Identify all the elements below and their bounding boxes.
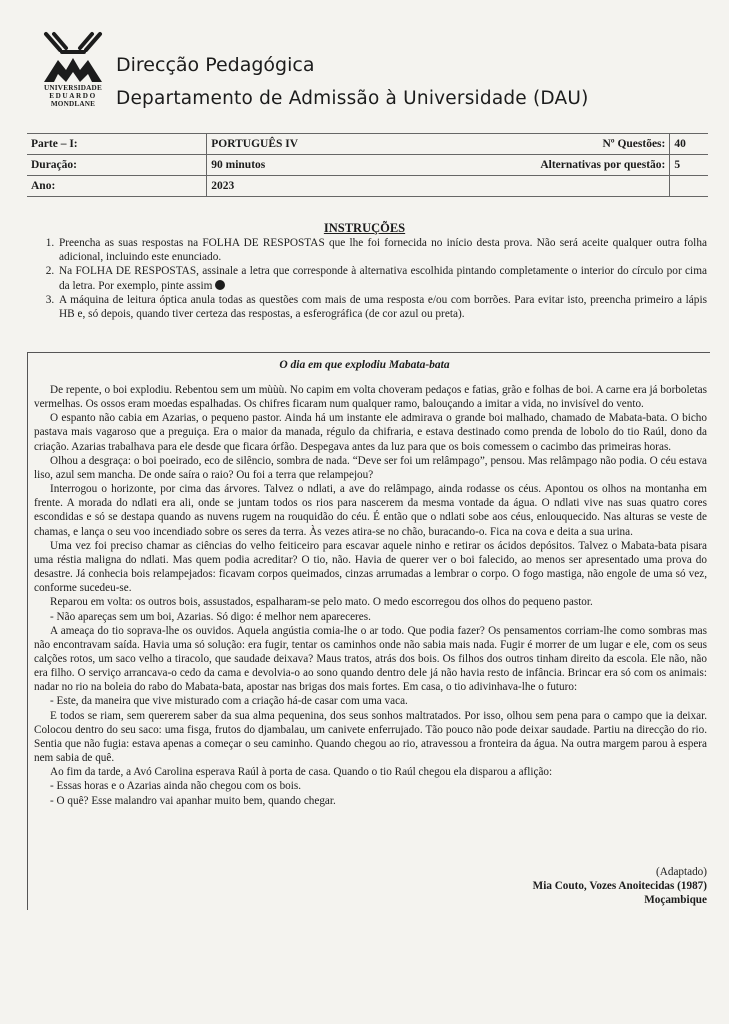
- story-dialogue: - Essas horas e o Azarias ainda não chegou com os bois.: [50, 780, 302, 793]
- story-paragraph: Ao fim da tarde, a Avó Carolina esperava Raúl à porta de casa. Quando o tio Raúl chegou ela disparou a aflição:: [50, 766, 553, 779]
- list-item: 1. Preencha as suas respostas na FOLHA DE RESPOSTAS que lhe foi fornecida no início desta prova. Não será aceite qualquer outra folha adicional, incluindo este enunciado.: [57, 236, 707, 264]
- story-paragraph: De repente, o boi explodiu. Rebentou sem um mùùù. No capim em volta choveram pedaços e fatias, grão e folhas de boi. A carne era já borboletas vermelhas. Os ossos eram moedas espalhadas. Os chifres ficaram num qualquer ramo, balouçando a imitar a vida, no invisível do vento.: [34, 384, 707, 411]
- story-text: [34, 383, 707, 808]
- story-paragraph: E todos se riam, sem quererem saber da sua alma pequenina, dos seus sonhos maltratados. Por isso, olhou sem pena para o campo que ia deixar. Colocou dentro do seu saco: uma fisga, frutos do djambalau, um canivete enferrujado. Tão pouco não pode deixar saudade. Partiu na direcção do rio. Sentia que não fugia: estava apenas a começar o seu caminho. Quando chegou ao rio, atravessou a fronteira da água. Na outra margem parou à espera nem sabia de quê.: [34, 709, 707, 765]
- story-dialogue: - Este, da maneira que vive misturado com a criação há-de casar com uma vaca.: [50, 695, 408, 708]
- page-subtitle: Departamento de Admissão à Universidade (DAU): [116, 88, 589, 109]
- university-name: UNIVERSIDADE EDUARDO MONDLANE: [44, 84, 102, 108]
- list-item: 2. Na FOLHA DE RESPOSTAS, assinale a letra que corresponde à alternativa escolhida pintando completamente o interior do círculo por cima da letra. Por exemplo, pinte assim: [57, 264, 707, 292]
- story-title: O dia em que explodiu Mabata-bata: [279, 359, 450, 371]
- info-label: Nº Questões:: [412, 134, 669, 155]
- list-item: 3. A máquina de leitura óptica anula todas as questões com mais de uma resposta e/ou com borrões. Para evitar isto, preencha primeiro a lápis HB e, só depois, quando tiver certeza das respostas, a esferográfica (de cor azul ou preta).: [57, 293, 707, 321]
- table-row: [27, 134, 708, 155]
- story-credit: [533, 865, 707, 908]
- info-value: 40: [670, 134, 708, 155]
- table-row: [27, 155, 708, 176]
- story-paragraph: Reparou em volta: os outros bois, assustados, espalharam-se pelo mato. O medo escorregou dos olhos do pequeno pastor.: [50, 596, 593, 609]
- page-title: Direcção Pedagógica: [116, 54, 315, 76]
- story-paragraph: Interrogou o horizonte, por cima das árvores. Talvez o ndlati, a ave do relâmpago, ainda rodasse os céus. Apontou os olhos na montanha em frente. A morada do ndlati era ali, onde se juntam todos os rios para nascerem da mesma vontade da água. O ndlati vive nas suas quatro cores escondidas e só se destapa quando as nuvens rugem na rouquidão do céu. É então que o ndlati sobe aos céus, enlouquecido. Nas alturas se veste de chamas, e lança o seu voo incendiado sobre os seres da terra. Às vezes atira-se no chão, buracando-o. Fica na cova e deita a sua urina.: [34, 483, 707, 538]
- info-label: Ano:: [27, 176, 207, 197]
- info-value: PORTUGUÊS IV: [207, 134, 413, 155]
- info-value: [670, 176, 708, 197]
- info-label: [412, 176, 669, 197]
- story-dialogue: - Não apareças sem um boi, Azarias. Só digo: é melhor nem apareceres.: [50, 610, 371, 623]
- table-row: [27, 176, 708, 197]
- info-value: 90 minutos: [207, 155, 413, 176]
- adapted-note: (Adaptado): [656, 866, 707, 878]
- info-label: Alternativas por questão:: [412, 155, 669, 176]
- story-dialogue: - O quê? Esse malandro vai apanhar muito bem, quando chegar.: [50, 794, 336, 807]
- story-paragraph: Olhou a desgraça: o boi poeirado, eco de silêncio, sombra de nada. “Deve ser foi um relâmpago”, pensou. Mas relâmpago não podia. O céu estava liso, azul sem mancha. De onde saíra o raio? Ou foi a terra que relampejou?: [34, 454, 707, 481]
- instructions-title: INSTRUÇÕES: [323, 221, 406, 235]
- story-paragraph: A ameaça do tio soprava-lhe os ouvidos. Aquela angústia comia-lhe o ar todo. Que podia fazer? Os pensamentos corriam-lhe como sombras mas não encontravam saída. Havia uma só solução: era fugir, tentar os caminhos onde não sabia mais nada. Fugir é morrer de um lugar e ele, com os seus calções rotos, um saco velho a tiracolo, que saudade deixava? Maus tratos, atrás dos bois. Os filhos dos outros tinham direito da escola. Ele não, não era filho. O serviço arrancava-o cedo da cama e devolvia-o ao sono quando dentro dele já não havia resto de infância. Brincar era só com os animais: nadar no rio na boleia do rabo do Mabata-bata, apostar nas brigas dos mais fortes. Em casa, o tio adivinhava-lhe o futuro:: [34, 624, 707, 694]
- story-paragraph: Uma vez foi preciso chamar as ciências do velho feiticeiro para escavar aquele ninho e retirar os ácidos depósitos. Talvez o Mabata-bata pisara uma réstia maligna do ndlati. Mas quem podia acreditar? O tio, não. Havia de querer ver o boi falecido, ao menos ser apresentado uma prova do desastre. Já conhecia bois relampejados: ficavam corpos queimados, cinzas arrumadas a lembrar o corpo. O fogo mastiga, não engole de uma só vez, conforme sucedeu-se.: [34, 539, 707, 595]
- info-label: Parte – I:: [27, 134, 207, 155]
- author-line: Mia Couto, Vozes Anoitecidas (1987): [532, 880, 707, 893]
- story-paragraph: O espanto não cabia em Azarias, o pequeno pastor. Ainda há um instante ele admirava o grande boi malhado, chamado de Mabata-bata. O bicho pastava mais vagaroso que a preguiça. Era o maior da manada, régulo da chifraria, e estava destinado como prenda de lobolo do tio Raúl, dono da criação. Azarias trabalhava para ele desde que ficara órfão. Despegava antes da luz para que os bois comessem o cacimbo das primeiras horas.: [34, 412, 707, 453]
- exam-info-table: [27, 133, 708, 197]
- instructions-list: [27, 236, 707, 321]
- country-line: Moçambique: [644, 894, 707, 907]
- university-logo-icon: [40, 30, 106, 122]
- info-value: 2023: [207, 176, 413, 197]
- info-label: Duração:: [27, 155, 207, 176]
- info-value: 5: [670, 155, 708, 176]
- filled-circle-icon: [215, 280, 225, 290]
